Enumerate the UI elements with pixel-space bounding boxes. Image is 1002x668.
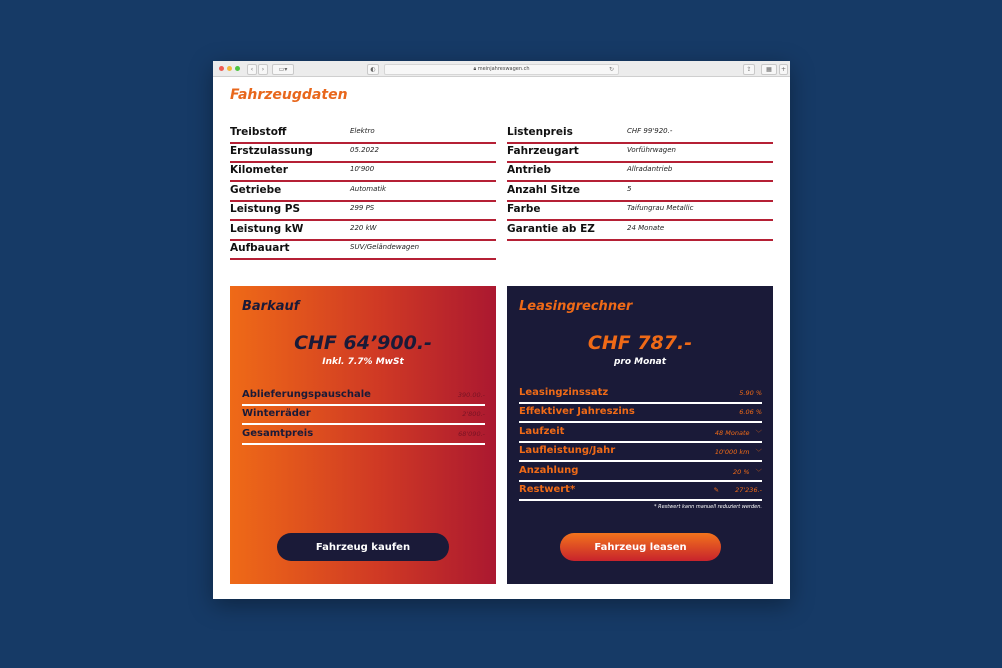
spec-label: Garantie ab EZ [507, 223, 595, 235]
spec-label: Leistung kW [230, 223, 304, 235]
sidebar-icon[interactable]: ▭▾ [272, 64, 294, 75]
row-label: Restwert* [519, 484, 576, 495]
cash-row-total [242, 426, 485, 445]
row-value: 27'236.- [735, 486, 762, 494]
spec-label: Treibstoff [230, 126, 287, 138]
reload-icon[interactable]: ↻ [608, 66, 614, 73]
spec-value: Allradantrieb [627, 165, 673, 173]
browser-toolbar [213, 61, 790, 77]
row-value: 390.00.- [457, 391, 485, 399]
leasing-title: Leasingrechner [519, 299, 633, 314]
row-value: 20 % [732, 468, 750, 476]
downpayment-select[interactable] [733, 467, 762, 476]
new-tab-icon[interactable]: + [780, 66, 787, 73]
url-text: meinjahreswagen.ch [477, 66, 530, 72]
row-label: Anzahlung [519, 465, 579, 476]
spec-row [507, 199, 773, 221]
browser-window [213, 61, 790, 599]
spec-label: Kilometer [230, 164, 288, 176]
row-label: Winterräder [242, 408, 311, 419]
spec-label: Listenpreis [507, 126, 573, 138]
chevron-down-icon[interactable]: ﹀ [755, 429, 762, 437]
spec-row [507, 160, 773, 182]
spec-value: 10'900 [350, 165, 375, 173]
spec-row [230, 238, 496, 260]
spec-row [507, 219, 773, 241]
row-label: Laufleistung/Jahr [519, 445, 616, 456]
chevron-down-icon[interactable]: ﹀ [755, 448, 762, 456]
close-window-button[interactable] [219, 66, 224, 71]
row-value: 2'800.- [462, 410, 485, 418]
spec-row [230, 199, 496, 221]
spec-value: SUV/Geländewagen [350, 243, 420, 251]
cash-purchase-title: Barkauf [242, 299, 300, 314]
row-label: Gesamtpreis [242, 428, 314, 439]
leasing-row-residual[interactable] [519, 482, 762, 501]
spec-value: CHF 99'920.- [627, 127, 673, 135]
row-label: Effektiver Jahreszins [519, 406, 635, 417]
share-icon[interactable]: ⇪ [743, 64, 755, 75]
row-value: 5.90 % [739, 389, 762, 397]
spec-label: Farbe [507, 203, 541, 215]
row-value: 48 Monate [714, 429, 750, 437]
cash-row-delivery [242, 387, 485, 406]
mileage-select[interactable] [715, 447, 762, 456]
row-label: Laufzeit [519, 426, 565, 437]
lease-vehicle-button[interactable]: Fahrzeug leasen [560, 533, 721, 561]
vehicle-data-title: Fahrzeugdaten [230, 87, 348, 103]
spec-value: Taifungrau Metallic [627, 204, 694, 212]
row-value: 10'000 km [714, 448, 750, 456]
row-label: Leasingzinssatz [519, 387, 609, 398]
spec-label: Getriebe [230, 184, 282, 196]
edit-icon[interactable]: ✎ [713, 486, 720, 494]
buy-vehicle-button[interactable]: Fahrzeug kaufen [277, 533, 449, 561]
leasing-row-duration[interactable] [519, 424, 762, 443]
tabs-icon[interactable]: ▦ [761, 64, 777, 75]
leasing-row-effective-rate [519, 404, 762, 423]
leasing-price: CHF 787.- [587, 332, 693, 354]
leasing-row-downpayment[interactable] [519, 463, 762, 482]
forward-icon[interactable]: › [258, 64, 268, 75]
lock-icon: 🔒︎ [473, 66, 477, 72]
chevron-down-icon[interactable]: ﹀ [755, 468, 762, 476]
leasing-row-mileage[interactable] [519, 443, 762, 462]
vat-note: Inkl. 7.7% MwSt [322, 357, 404, 367]
cash-purchase-panel [230, 286, 496, 584]
residual-footnote: * Restwert kann manuell reduziert werden. [654, 504, 762, 510]
address-bar[interactable] [384, 64, 619, 75]
row-value: 68'090.- [458, 430, 485, 438]
residual-value-field[interactable] [714, 486, 762, 494]
zoom-window-button[interactable] [235, 66, 240, 71]
spec-value: 5 [627, 185, 632, 193]
spec-value: 24 Monate [627, 224, 665, 232]
spec-label: Leistung PS [230, 203, 301, 215]
leasing-period: pro Monat [613, 357, 667, 367]
spec-label: Erstzulassung [230, 145, 313, 157]
duration-select[interactable] [715, 428, 762, 437]
spec-value: 220 kW [350, 224, 377, 232]
cash-price: CHF 64’900.- [294, 332, 432, 354]
back-icon[interactable]: ‹ [247, 64, 257, 75]
spec-value: Vorführwagen [627, 146, 676, 154]
spec-label: Fahrzeugart [507, 145, 579, 157]
spec-row [230, 160, 496, 182]
row-value: 6.06 % [739, 408, 762, 416]
row-label: Ablieferungspauschale [242, 389, 371, 400]
page-content [213, 77, 790, 599]
spec-value: Elektro [350, 127, 375, 135]
spec-label: Aufbauart [230, 242, 290, 254]
leasing-calculator-panel [507, 286, 773, 584]
spec-label: Antrieb [507, 164, 552, 176]
cash-row-winter-wheels [242, 406, 485, 425]
minimize-window-button[interactable] [227, 66, 232, 71]
spec-value: Automatik [350, 185, 387, 193]
spec-value: 299 PS [350, 204, 375, 212]
spec-label: Anzahl Sitze [507, 184, 580, 196]
privacy-icon[interactable]: ◐ [367, 64, 379, 75]
leasing-row-interest [519, 385, 762, 404]
spec-value: 05.2022 [350, 146, 379, 154]
